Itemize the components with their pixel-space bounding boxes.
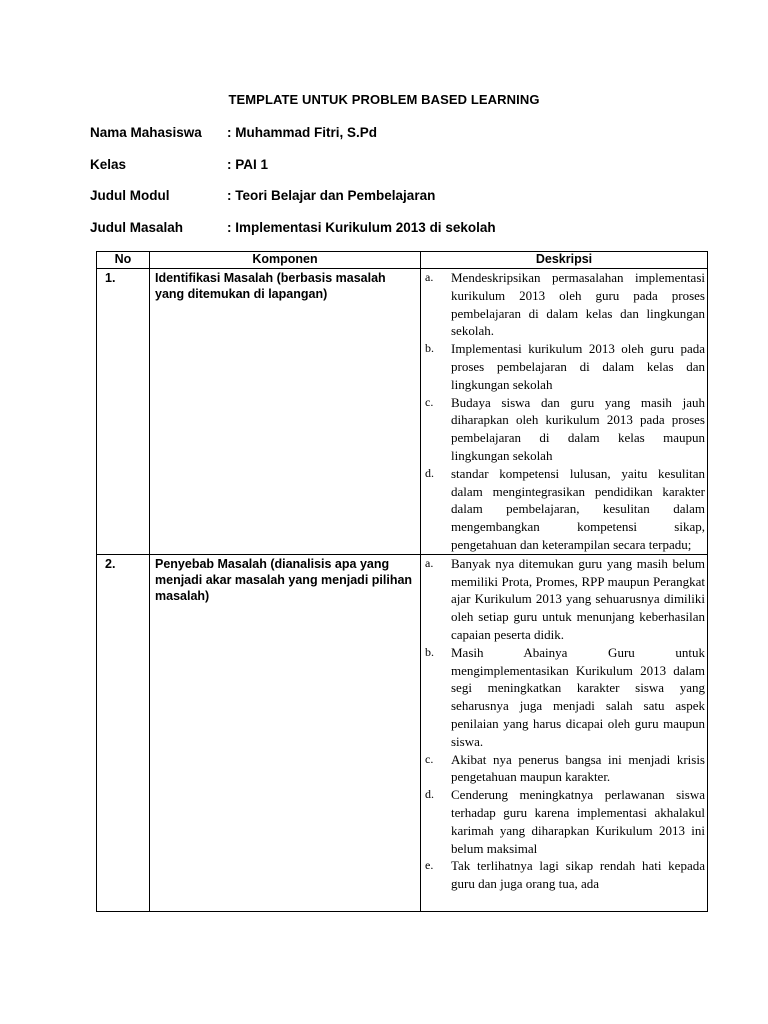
meta-label: Judul Masalah (90, 220, 184, 235)
list-item (425, 555, 705, 644)
list-marker: c. (425, 751, 434, 766)
meta-value: : Muhammad Fitri, S.Pd (227, 125, 378, 140)
table-row (97, 554, 708, 911)
table-row (97, 269, 708, 555)
list-text: Banyak nya ditemukan guru yang masih belum memiliki Prota, Promes, RPP maupun Perangkat ajar Kurikulum 2013 yang sehuarusnya dimiliki oleh setiap guru untuk menunjang keberhasilan capaian peserta didik. (451, 555, 705, 642)
table-header-row (97, 252, 708, 269)
deskripsi-list (421, 269, 707, 554)
meta-value: : PAI 1 (227, 157, 269, 172)
list-item (425, 465, 705, 554)
meta-label: Nama Mahasiswa (90, 125, 202, 140)
header-deskripsi: Deskripsi (421, 252, 708, 269)
list-marker: a. (425, 555, 434, 570)
list-item (425, 644, 705, 751)
komponen-text: Penyebab Masalah (dianalisis apa yang menjadi akar masalah yang menjadi pilihan masalah) (155, 556, 413, 603)
list-marker: d. (425, 465, 434, 480)
list-text: Budaya siswa dan guru yang masih jauh diharapkan oleh kurikulum 2013 pada proses pembelajaran di dalam kelas maupun lingkungan sekolah (451, 394, 705, 463)
deskripsi-cell (421, 269, 708, 555)
meta-label: Kelas (90, 157, 127, 172)
list-text: Cenderung meningkatnya perlawanan siswa terhadap guru karena implementasi akhalakul karimah yang diharapkan Kurikulum 2013 ini belum maksimal (451, 787, 705, 856)
list-item (425, 340, 705, 393)
list-marker: d. (425, 787, 434, 802)
deskripsi-list (421, 555, 707, 893)
meta-value: : Implementasi Kurikulum 2013 di sekolah (227, 220, 496, 235)
list-marker: c. (425, 394, 434, 409)
row-number-cell (97, 269, 150, 555)
list-text: standar kompetensi lulusan, yaitu kesulitan dalam mengintegrasikan pendidikan karakter dalam pembelajaran, kesulitan dalam mengembangkan kompetensi sikap, pengetahuan dan keterampilan secara terpadu; (451, 465, 705, 552)
meta-label: Judul Modul (90, 188, 170, 203)
list-text: Akibat nya penerus bangsa ini menjadi krisis pengetahuan maupun karakter. (451, 751, 705, 785)
list-text: Mendeskripsikan permasalahan implementasi kurikulum 2013 oleh guru pada proses pembelajaran di dalam kelas dan lingkungan sekolah. (451, 270, 705, 339)
document-title: TEMPLATE UNTUK PROBLEM BASED LEARNING (228, 92, 540, 107)
komponen-cell (150, 554, 421, 911)
row-number: 1. (105, 271, 116, 285)
deskripsi-cell (421, 554, 708, 911)
row-number-cell (97, 554, 150, 911)
komponen-text: Identifikasi Masalah (berbasis masalah yang ditemukan di lapangan) (155, 271, 386, 301)
list-item (425, 394, 705, 465)
pbl-table (96, 251, 708, 912)
row-number: 2. (105, 556, 116, 571)
list-marker: b. (425, 341, 434, 356)
list-text: Implementasi kurikulum 2013 oleh guru pada proses pembelajaran di dalam kelas dan lingkungan sekolah (451, 341, 705, 392)
list-item (425, 857, 705, 893)
list-item (425, 269, 705, 340)
meta-value: : Teori Belajar dan Pembelajaran (227, 188, 436, 203)
komponen-cell (150, 269, 421, 555)
list-text: Tak terlihatnya lagi sikap rendah hati kepada guru dan juga orang tua, ada (451, 858, 705, 892)
header-komponen: Komponen (150, 252, 421, 269)
header-no: No (97, 252, 150, 269)
list-item (425, 786, 705, 857)
list-marker: b. (425, 644, 434, 659)
list-marker: e. (425, 858, 434, 873)
list-text: Masih Abainya Guru untuk mengimplementasikan Kurikulum 2013 dalam segi meningkatkan karakter siswa yang seharusnya juga menjadi salah satu aspek penilaian yang harus dicapai oleh guru maupun siswa. (451, 644, 705, 749)
list-marker: a. (425, 270, 434, 284)
list-item (425, 751, 705, 787)
